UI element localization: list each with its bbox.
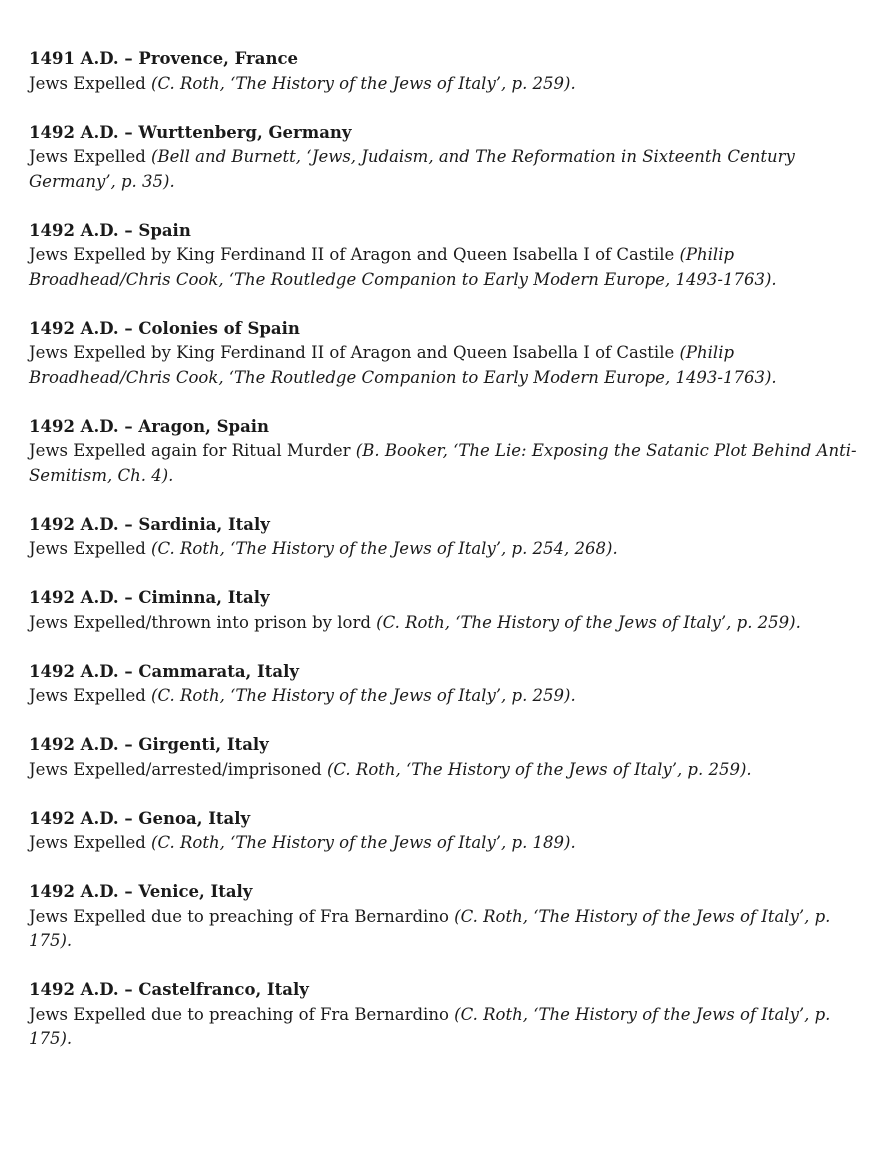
entry [29, 317, 859, 391]
entry-body [29, 831, 859, 856]
entry [29, 978, 859, 1052]
entry-text: Jews Expelled again for Ritual Murder [29, 441, 356, 460]
entry-text: Jews Expelled [29, 73, 152, 93]
entry-body [29, 341, 859, 390]
entry-body [29, 72, 859, 97]
entry [29, 880, 859, 954]
entry-heading: 1492 A.D. – Spain [29, 220, 191, 240]
entry-body [29, 611, 859, 636]
entry-body [29, 243, 859, 292]
entry-citation: (C. Roth, ‘The History of the Jews of Italy’, p. 259). [151, 73, 576, 93]
entry [29, 660, 859, 709]
entry-citation: (Bell and Burnett, ‘Jews, Judaism, and The Reformation in Sixteenth Century Germany’, p. 35). [29, 147, 795, 191]
entry-text: Jews Expelled by King Ferdinand II of Aragon and Queen Isabella I of Castile [29, 343, 680, 362]
entry [29, 415, 859, 489]
entry-heading: 1492 A.D. – Colonies of Spain [29, 318, 300, 338]
entry [29, 513, 859, 562]
entry-citation: (C. Roth, ‘The History of the Jews of Italy’, p. 259). [326, 759, 752, 779]
entry-body [29, 1003, 859, 1052]
entry-body [29, 439, 859, 488]
entry-text: Jews Expelled [29, 833, 152, 852]
entry-heading: 1492 A.D. – Genoa, Italy [29, 808, 251, 828]
entry-text: Jews Expelled due to preaching of Fra Bernardino [29, 1004, 455, 1024]
entry-body [29, 537, 859, 562]
entry [29, 586, 859, 635]
entry-citation: (Philip Broadhead/Chris Cook, ‘The Routledge Companion to Early Modern Europe, 1493-1763). [29, 343, 777, 387]
entry [29, 807, 859, 856]
entry-heading: 1492 A.D. – Sardinia, Italy [29, 514, 270, 534]
entry-citation: (C. Roth, ‘The History of the Jews of Italy’, p. 259). [376, 612, 801, 632]
entry-citation: (C. Roth, ‘The History of the Jews of Italy’, p. 189). [151, 833, 576, 852]
entry-text: Jews Expelled [29, 147, 152, 166]
entry-heading: 1492 A.D. – Wurttenberg, Germany [29, 122, 352, 142]
entry-heading: 1492 A.D. – Girgenti, Italy [29, 735, 269, 754]
entry-citation: (Philip Broadhead/Chris Cook, ‘The Routledge Companion to Early Modern Europe, 1493-1763). [29, 245, 777, 289]
entry-text: Jews Expelled by King Ferdinand II of Aragon and Queen Isabella I of Castile [29, 245, 680, 264]
entry [29, 733, 859, 782]
entry-citation: (C. Roth, ‘The History of the Jews of Italy’, p. 254, 268). [151, 539, 618, 558]
entry-heading: 1492 A.D. – Castelfranco, Italy [29, 980, 309, 999]
entry-body [29, 758, 859, 783]
entry-text: Jews Expelled [29, 686, 152, 705]
entry-heading: 1492 A.D. – Ciminna, Italy [29, 588, 270, 607]
entry-heading: 1492 A.D. – Venice, Italy [29, 882, 253, 901]
entry-heading: 1492 A.D. – Aragon, Spain [29, 416, 270, 436]
entry-citation: (C. Roth, ‘The History of the Jews of Italy’, p. 175). [29, 1004, 831, 1048]
entry-citation: (B. Booker, ‘The Lie: Exposing the Satanic Plot Behind Anti-Semitism, Ch. 4). [29, 441, 857, 485]
entry-text: Jews Expelled/thrown into prison by lord [29, 612, 377, 632]
entry [29, 219, 859, 293]
entry-heading: 1491 A.D. – Provence, France [29, 49, 298, 68]
entry-body [29, 905, 859, 954]
entry-citation: (C. Roth, ‘The History of the Jews of Italy’, p. 259). [151, 686, 576, 705]
entry-body [29, 145, 859, 194]
entry-text: Jews Expelled due to preaching of Fra Bernardino [29, 906, 455, 926]
entry [29, 121, 859, 195]
entry-body [29, 684, 859, 709]
entry-citation: (C. Roth, ‘The History of the Jews of Italy’, p. 175). [29, 906, 831, 950]
document-page [29, 47, 859, 1076]
entry [29, 47, 859, 96]
entry-heading: 1492 A.D. – Cammarata, Italy [29, 661, 299, 681]
entry-text: Jews Expelled [29, 539, 152, 558]
entry-text: Jews Expelled/arrested/imprisoned [29, 759, 327, 779]
